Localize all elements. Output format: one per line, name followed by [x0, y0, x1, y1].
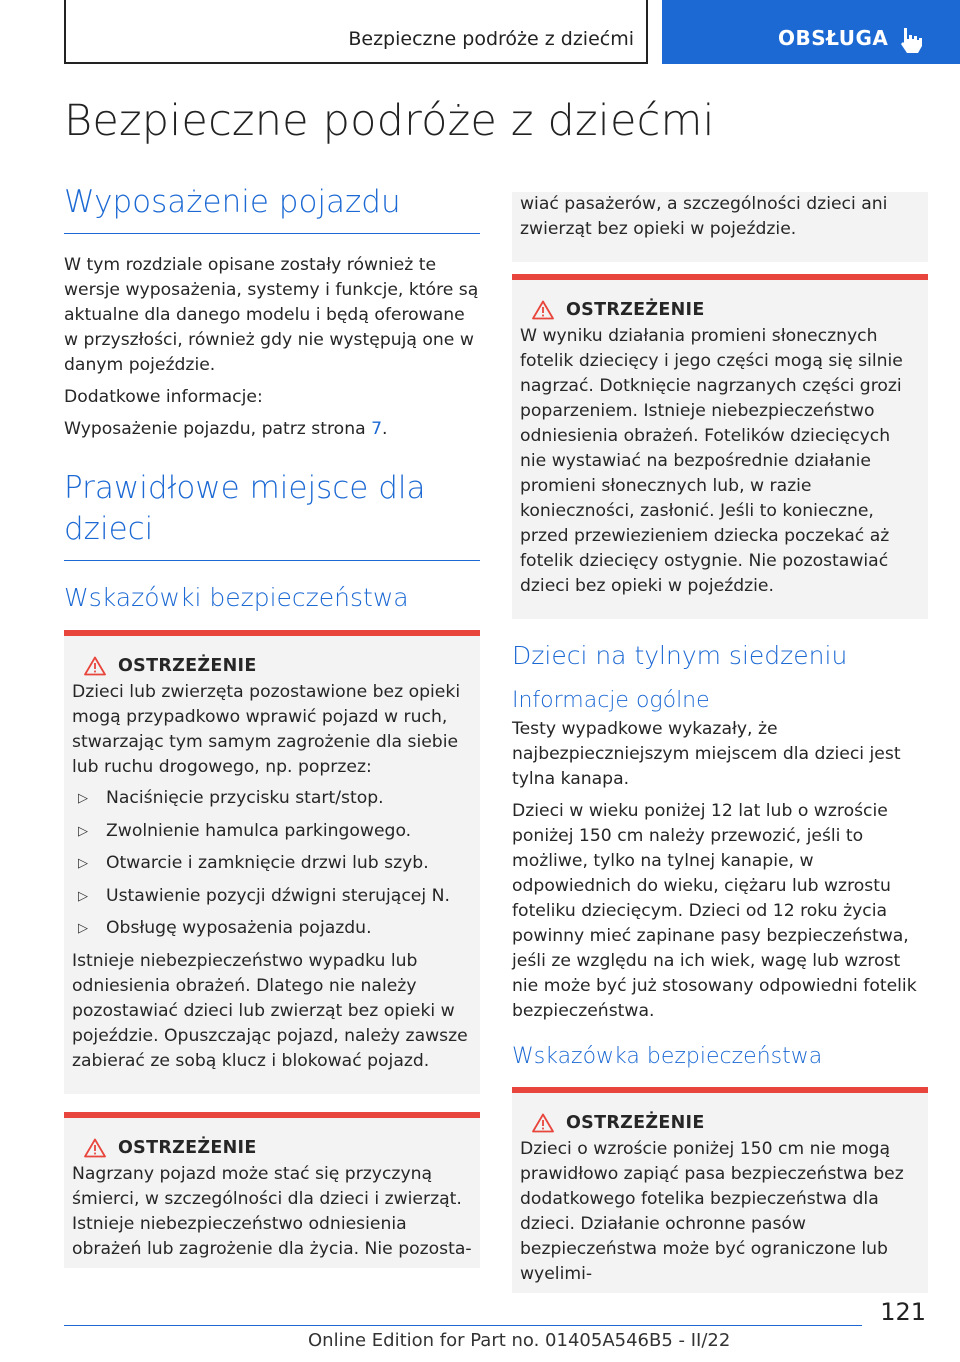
triangle-bullet-icon: ▷	[78, 823, 88, 839]
warning-box-heated-vehicle	[64, 1112, 480, 1268]
warning-title: OSTRZEŻENIE	[566, 300, 705, 320]
warning-header	[520, 1113, 920, 1133]
warning-triangle-icon	[84, 656, 106, 676]
list-item-text: Naciśnięcie przycisku start/stop.	[106, 788, 384, 808]
header-tab-label: OBSŁUGA	[778, 26, 889, 50]
warning-triangle-icon	[532, 1113, 554, 1133]
warning-continuation-text: wiać pasażerów, a szczególności dzieci ani zwierząt bez opieki w pojeździe.	[520, 194, 888, 239]
page-reference-link[interactable]: 7	[371, 419, 383, 439]
triangle-bullet-icon: ▷	[78, 856, 88, 871]
paragraph-age-height: Dzieci w wieku poniżej 12 lat lub o wzroście poniżej 150 cm należy przewozić, jeśli to możliwe, tylko na tylnej kanapie, w odpowiednich do wieku, ciężaru lub wzrostu foteliku dziecięcym. Dzieci od 12 roku życia powinny mieć zapinane pasy bezpieczeństwa, jeśli ze względu na ich wiek, wagę lub wzrost nie może być już stosowany odpowiedni fotelik bezpieczeństwa.	[512, 801, 917, 1021]
warning-box-sun	[512, 274, 928, 619]
list-item	[72, 819, 472, 844]
page-number: 121	[880, 1298, 926, 1326]
warning-box-height	[512, 1087, 928, 1293]
paragraph-more-info: Dodatkowe informacje:	[64, 387, 263, 407]
paragraph-equipment: W tym rozdziale opisane zostały również te wersje wyposażenia, systemy i funkcje, które są aktualne dla danego modelu i będą oferowane w przyszłości, również gdy nie występują one w danym pojeździe.	[64, 255, 479, 375]
heading-general-info: Informacje ogólne	[512, 688, 710, 713]
list-item	[72, 884, 472, 909]
heading-rear-seat: Dzieci na tylnym siedzeniu	[512, 641, 848, 670]
reference-end: .	[382, 419, 388, 439]
hand-pointer-icon	[898, 26, 924, 54]
warning-text: Dzieci o wzroście poniżej 150 cm nie mogą prawidłowo zapiąć pasa bezpieczeństwa bez dodatkowego fotelika bezpieczeństwa dla dzieci. Działanie ochronne pasów bezpieczeństwa może być ograniczone lub wyelimi-	[520, 1139, 904, 1284]
header-section-box	[64, 0, 648, 64]
heading-safety-tips: Wskazówki bezpieczeństwa	[64, 583, 409, 612]
footer-divider	[64, 1325, 862, 1326]
list-item-text: Ustawienie pozycji dźwigni sterującej N.	[106, 885, 450, 906]
warning-text: Nagrzany pojazd może stać się przyczyną śmierci, w szczególności dla dzieci i zwierząt. Istnieje niebezpieczeństwo odniesienia obrażeń lub zagrożenie dla życia. Nie pozosta-	[72, 1163, 472, 1259]
header-tab-obsluga[interactable]	[662, 0, 960, 64]
footer-edition: Online Edition for Part no. 01405A546B5 - II/22	[308, 1330, 731, 1351]
heading-safety-note: Wskazówka bezpieczeństwa	[512, 1044, 823, 1069]
left-column	[64, 182, 480, 1268]
paragraph-reference	[64, 417, 480, 442]
header-section-title: Bezpieczne podróże z dziećmi	[348, 28, 634, 50]
list-item	[72, 851, 472, 876]
warning-header	[72, 1138, 472, 1158]
warning-intro: Dzieci lub zwierzęta pozostawione bez opieki mogą przypadkowo wprawić pojazd w ruch, stwarzając tym samym zagrożenie dla siebie lub ruchu drogowego, np. poprzez:	[72, 682, 461, 777]
warning-triangle-icon	[84, 1138, 106, 1158]
warning-list	[72, 786, 472, 941]
triangle-bullet-icon: ▷	[78, 888, 88, 904]
triangle-bullet-icon: ▷	[78, 921, 88, 936]
warning-box-unattended	[64, 630, 480, 1094]
triangle-bullet-icon: ▷	[78, 791, 88, 806]
paragraph-crash-tests: Testy wypadkowe wykazały, że najbezpieczniejszym miejscem dla dzieci jest tylna kanapa.	[512, 719, 901, 789]
warning-outro: Istnieje niebezpieczeństwo wypadku lub odniesienia obrażeń. Dlatego nie należy pozostawiać dzieci lub zwierząt bez opieki w pojeździe. Opuszczając pojazd, należy zawsze zabierać ze sobą klucz i blokować pojazd.	[72, 950, 468, 1071]
warning-text: W wyniku działania promieni słonecznych fotelik dziecięcy i jego części mogą się silnie nagrzać. Dotknięcie nagrzanych części grozi poparzeniem. Istnieje niebezpieczeństwo odniesienia obrażeń. Fotelików dziecięcych nie wystawiać na bezpośrednie działanie promieni słonecznych lub, w razie konieczności, zasłonić. Jeśli to konieczne, przed przewiezieniem dziecka poczekać aż fotelik dziecięcy ostygnie. Nie pozostawiać dzieci bez opieki w pojeździe.	[520, 326, 903, 596]
heading-equipment: Wyposażenie pojazdu	[64, 182, 480, 234]
heading-child-place: Prawidłowe miejsce dla dzieci	[64, 468, 480, 561]
warning-triangle-icon	[532, 300, 554, 320]
list-item-text: Obsługę wyposażenia pojazdu.	[106, 918, 372, 938]
right-column	[512, 192, 928, 1293]
list-item-text: Zwolnienie hamulca parkingowego.	[106, 820, 412, 841]
list-item	[72, 916, 472, 941]
list-item-text: Otwarcie i zamknięcie drzwi lub szyb.	[106, 853, 429, 873]
warning-header	[72, 656, 472, 676]
warning-title: OSTRZEŻENIE	[118, 656, 257, 676]
page-title: Bezpieczne podróże z dziećmi	[64, 96, 715, 146]
warning-title: OSTRZEŻENIE	[118, 1137, 257, 1158]
warning-header	[520, 300, 920, 320]
reference-text: Wyposażenie pojazdu, patrz strona	[64, 419, 372, 439]
warning-title: OSTRZEŻENIE	[566, 1113, 705, 1133]
warning-box-continuation	[512, 192, 928, 262]
list-item	[72, 786, 472, 811]
